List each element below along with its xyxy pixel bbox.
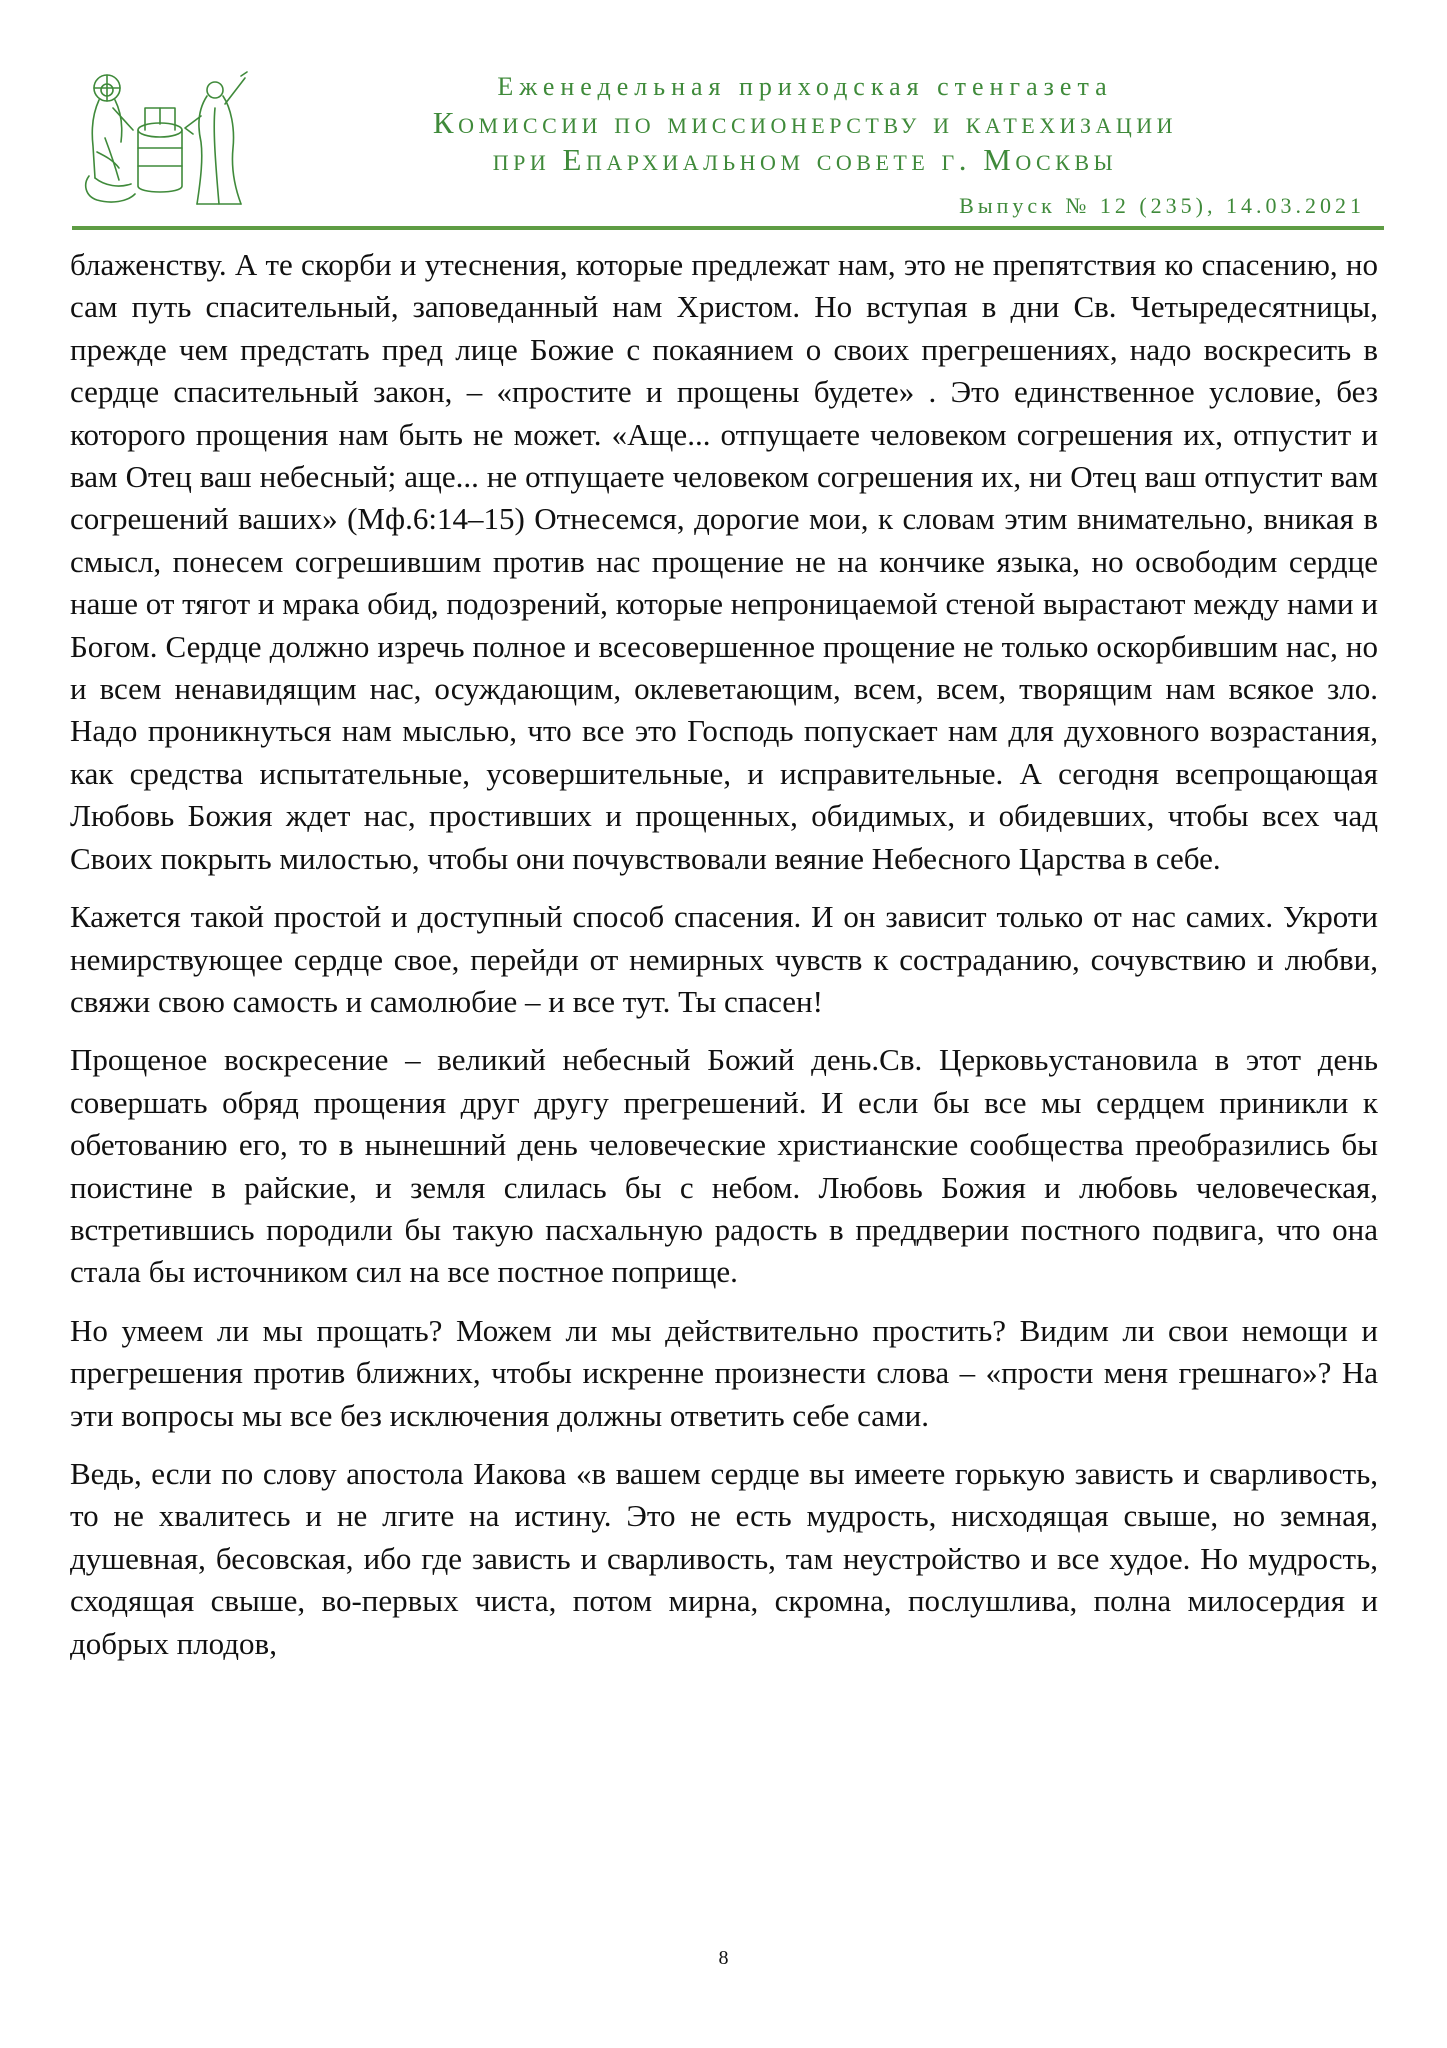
page-number: 8 (718, 1947, 729, 1969)
header-divider (72, 226, 1384, 230)
article-body (70, 244, 1378, 1681)
paragraph: Но умеем ли мы прощать? Можем ли мы действительно простить? Видим ли свои немощи и прегрешения против ближних, чтобы искренне произнести слова – «прости меня грешнаго»? На эти вопросы мы все без исключения должны ответить себе сами. (70, 1312, 1378, 1433)
masthead-line-1: Еженедельная приходская стенгазета (497, 72, 1113, 101)
masthead-line-3: при Епархиальном совете г. Москвы (492, 142, 1118, 177)
masthead-line-2: Комиссии по миссионерству и катехизации (432, 105, 1178, 140)
paragraph: Ведь, если по слову апостола Иакова «в вашем сердце вы имеете горькую зависть и сварливость, то не хвалитесь и не лгите на истину. Это не есть мудрость, нисходящая свыше, но земная, душевная, бесовская, ибо где зависть и сварливость, там неустройство и все худое. Но мудрость, сходящая свыше, во-первых чиста, потом мирна, скромна, послушлива, полна милосердия и добрых плодов, (70, 1455, 1378, 1661)
paragraph: блаженству. А те скорби и утеснения, которые предлежат нам, это не препятствия ко спасению, но сам путь спасительный, заповеданный нам Христом. Но вступая в дни Св. Четыредесятницы, прежде чем предстать пред лице Божие с покаянием о своих прегрешениях, надо воскресить в сердце спасительный закон, – «простите и прощены будете» . Это единственное условие, без которого прощения нам быть не может. «Аще... отпущаете человеком согрешения их, отпустит и вам Отец ваш небесный; аще... не отпущаете человеком согрешения их, ни Отец ваш отпустит вам согрешений ваших» (Мф.6:14–15) Отнесемся, дорогие мои, к словам этим внимательно, вникая в смысл, понесем согрешившим против нас прощение не на кончике языка, но освободим сердце наше от тягот и мрака обид, подозрений, которые непроницаемой стеной вырастают между нами и Богом. Сердце должно изречь полное и всесовершенное прощение не только оскорбившим нас, но и всем ненавидящим нас, осуждающим, оклеветающим, всем, всем, творящим нам всякое зло. Надо проникнуться нам мыслью, что все это Господь попускает нам для духовного возрастания, как средства испытательные, усовершительные, и исправительные. А сегодня всепрощающая Любовь Божия ждет нас, простивших и прощенных, обидимых, и обидевших, чтобы всех чад Своих покрыть милостью, чтобы они почувствовали веяние Небесного Царства в себе. (70, 247, 1378, 876)
newspaper-header (0, 0, 1447, 232)
paragraph: Прощеное воскресение – великий небесный Божий день.Св. Церковьустановила в этот день совершать обряд прощения друг другу прегрешений. И если бы все мы сердцем приникли к обетованию его, то в нынешний день человеческие христианские сообщества преобразились бы поистине в райские, и земля слилась бы с небом. Любовь Божия и любовь человеческая, встретившись породили бы такую пасхальную радость в преддверии постного подвига, что она стала бы источником сил на все постное поприще. (70, 1042, 1378, 1290)
issue-number: Выпуск № 12 (235), 14.03.2021 (959, 193, 1365, 218)
masthead (300, 70, 1310, 178)
paragraph: Кажется такой простой и доступный способ спасения. И он зависит только от нас самих. Укроти немирствующее сердце свое, перейди от немирных чувств к состраданию, сочувствию и любви, свяжи свою самость и самолюбие – и все тут. Ты спасен! (70, 899, 1378, 1019)
christ-and-samaritan-woman-at-well-icon (75, 68, 250, 210)
